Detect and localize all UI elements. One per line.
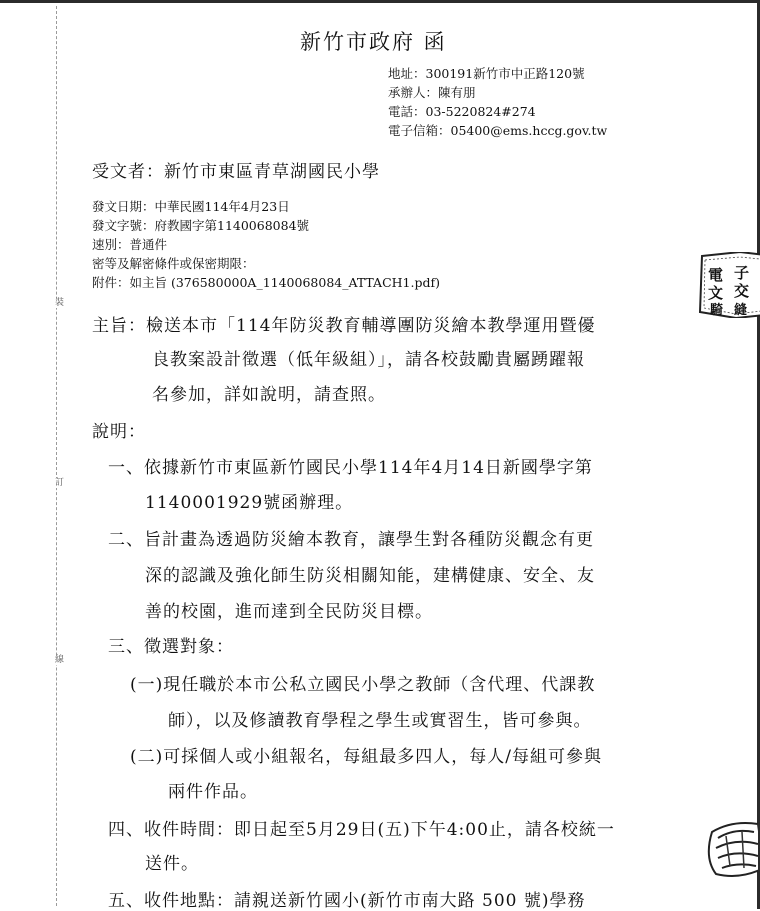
stamp-graphic-icon (696, 252, 760, 318)
stamp-char-1: 電 (708, 266, 724, 284)
item4-line-1: 四、收件時間：即日起至5月29日(五)下午4:00止，請各校統一 (108, 820, 615, 840)
item3-sub1-line-1: (一)現任職於本市公私立國民小學之教師（含代理、代課教 (130, 675, 596, 695)
item2-line-2: 深的認識及強化師生防災相關知能，建構健康、安全、友 (145, 566, 595, 586)
explanation-heading: 說明： (92, 422, 146, 442)
item1-line-2: 1140001929號函辦理。 (145, 493, 354, 513)
stamp-char-5: 騎 (710, 303, 724, 318)
email-line: 電子信箱：05400@ems.hccg.gov.tw (388, 123, 608, 138)
issue-date: 發文日期：中華民國114年4月23日 (92, 199, 290, 214)
subject-line-2: 良教案設計徵選（低年級組）」，請各校鼓勵貴屬踴躍報 (152, 350, 585, 370)
stamp-char-6: 縫 (734, 303, 748, 318)
stamp-char-2: 子 (734, 264, 750, 282)
recipient: 受文者：新竹市東區青草湖國民小學 (92, 162, 380, 182)
phone-line: 電話：03-5220824#274 (388, 104, 536, 119)
contact-person-line: 承辦人：陳有朋 (388, 85, 476, 100)
item3-line-1: 三、徵選對象： (108, 637, 234, 657)
seal-graphic-icon (702, 818, 758, 882)
item3-sub1-line-2: 師），以及修讀教育學程之學生或實習生，皆可參與。 (168, 711, 592, 731)
secrecy-level: 密等及解密條件或保密期限： (92, 256, 255, 271)
subject-line-1: 主旨：檢送本市「114年防災教育輔導團防災繪本教學運用暨優 (92, 316, 596, 336)
item2-line-3: 善的校園，進而達到全民防災目標。 (145, 602, 433, 622)
item3-sub2-line-1: (二)可採個人或小組報名，每組最多四人，每人/每組可參與 (130, 747, 602, 767)
binding-mark-xian: 線 (55, 655, 65, 665)
contact-block (388, 64, 607, 140)
speed-class: 速別：普通件 (92, 237, 168, 252)
attachment-line: 附件：如主旨 (376580000A_1140068084_ATTACH1.pdf) (92, 275, 440, 290)
stamp-char-3: 文 (708, 284, 724, 302)
document-title: 新竹市政府 函 (300, 30, 447, 54)
subject-line-3: 名參加，詳如說明，請查照。 (152, 385, 386, 405)
page-top-border (0, 0, 760, 3)
binding-mark-ding: 訂 (55, 478, 65, 488)
stamp-char-4: 交 (734, 282, 750, 300)
item2-line-1: 二、旨計畫為透過防災繪本教育，讓學生對各種防災觀念有更 (108, 530, 594, 550)
item5-line-1: 五、收件地點：請親送新竹國小(新竹市南大路 500 號)學務 (108, 891, 586, 911)
item4-line-2: 送件。 (145, 854, 199, 874)
meta-block (92, 197, 440, 292)
doc-number: 發文字號：府教國字第1140068084號 (92, 218, 310, 233)
binding-line (56, 6, 57, 906)
binding-mark-zhuang: 裝 (55, 298, 65, 308)
item3-sub2-line-2: 兩件作品。 (168, 782, 258, 802)
electronic-seam-stamp (696, 252, 760, 318)
seam-seal-stamp (702, 818, 758, 882)
item1-line-1: 一、依據新竹市東區新竹國民小學114年4月14日新國學字第 (108, 458, 593, 478)
address-line: 地址：300191新竹市中正路120號 (388, 66, 585, 81)
